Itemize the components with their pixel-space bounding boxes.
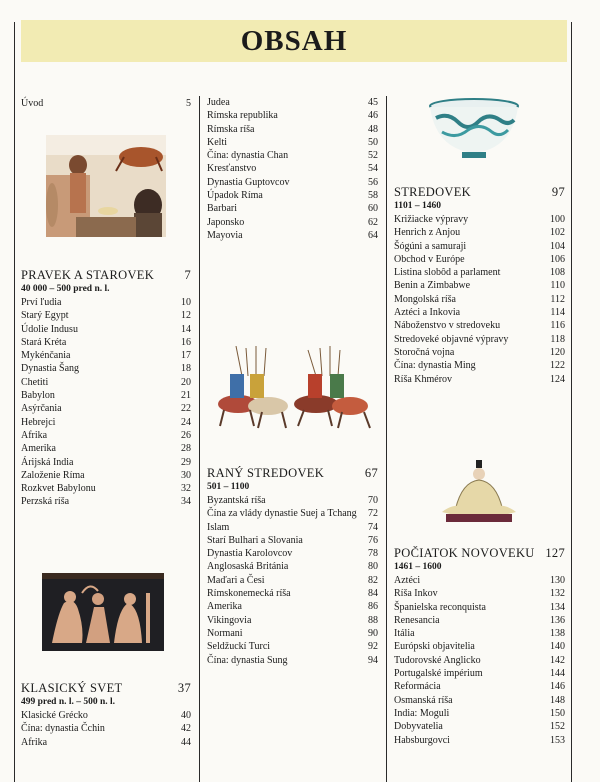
entry-page: 64 <box>368 229 378 241</box>
entry-page: 84 <box>368 588 378 600</box>
toc-entry[interactable] <box>394 279 565 292</box>
entry-label: Portugalské impérium <box>394 668 483 680</box>
entry-page: 110 <box>550 280 565 292</box>
entry-page: 56 <box>368 176 378 188</box>
entry-page: 46 <box>368 110 378 122</box>
entry-page: 100 <box>550 214 565 225</box>
entry-label: Križiacke výpravy <box>394 214 469 225</box>
section-title[interactable] <box>21 681 191 696</box>
entry-label: Chetiti <box>21 376 49 388</box>
entry-page: 34 <box>181 496 191 508</box>
entry-label: Aztéci a Inkovia <box>394 307 461 319</box>
toc-entry[interactable] <box>21 309 191 322</box>
entry-page: 144 <box>550 668 565 680</box>
entry-page: 50 <box>368 136 378 148</box>
toc-entry[interactable] <box>394 213 565 226</box>
entry-page: 136 <box>550 614 565 626</box>
entry-page: 45 <box>368 97 378 108</box>
entry-page: 60 <box>368 203 378 215</box>
toc-entry[interactable] <box>207 149 378 162</box>
section-date-range: 40 000 – 500 pred n. l. <box>21 284 110 294</box>
toc-entry[interactable] <box>394 333 565 346</box>
toc-entry[interactable] <box>394 306 565 319</box>
toc-entry[interactable] <box>394 707 565 720</box>
section-date-range: 1101 – 1460 <box>394 201 441 211</box>
entry-label: Ríša Inkov <box>394 588 438 600</box>
entry-label: Mongolská ríša <box>394 293 456 305</box>
column-rule-2 <box>386 96 387 782</box>
entry-label: Seldžuckí Turci <box>207 641 271 653</box>
section-page: 97 <box>551 185 565 199</box>
toc-entry[interactable] <box>394 266 565 279</box>
toc-entry[interactable] <box>394 627 565 640</box>
entry-label: Normani <box>207 627 243 639</box>
toc-entry[interactable] <box>21 495 191 508</box>
toc-section-classical <box>21 681 191 749</box>
toc-entry[interactable] <box>207 547 378 560</box>
section-title-text: PRAVEK A STAROVEK <box>21 268 155 282</box>
entry-page: 152 <box>550 721 565 733</box>
entry-page: 88 <box>368 614 378 626</box>
entry-page: 24 <box>181 416 191 428</box>
horsemen-battle-image <box>208 346 378 430</box>
toc-section-middle-ages <box>394 185 565 386</box>
toc-entry[interactable] <box>21 296 191 309</box>
entry-page: 130 <box>550 575 565 586</box>
section-page: 67 <box>364 466 378 480</box>
toc-entry[interactable] <box>394 720 565 733</box>
section-title-text: POČIATOK NOVOVEKU <box>394 546 535 560</box>
entry-label: Maďari a Česi <box>207 574 265 586</box>
toc-entry[interactable] <box>207 654 378 667</box>
toc-entry[interactable] <box>394 654 565 667</box>
entry-label: Dobyvatelia <box>394 721 443 733</box>
entry-label: Dynastia Guptovcov <box>207 176 290 188</box>
toc-entry[interactable] <box>21 416 191 429</box>
entry-page: 82 <box>368 574 378 586</box>
entry-label: Henrich z Anjou <box>394 227 461 239</box>
entry-label: Prví ľudia <box>21 297 62 308</box>
toc-entry[interactable] <box>21 469 191 482</box>
entry-page: 116 <box>550 320 565 332</box>
section-title[interactable] <box>394 546 565 561</box>
section-title[interactable] <box>394 185 565 200</box>
toc-entry[interactable] <box>394 574 565 587</box>
entry-page: 42 <box>181 723 191 735</box>
entry-page: 12 <box>181 310 191 322</box>
entry-page: 86 <box>368 601 378 613</box>
entry-page: 40 <box>181 710 191 721</box>
entry-page: 21 <box>181 390 191 402</box>
entry-page: 124 <box>550 373 565 385</box>
entry-page: 153 <box>550 734 565 746</box>
toc-entry[interactable] <box>21 709 191 722</box>
entry-label: Itália <box>394 628 415 640</box>
entry-page: 142 <box>550 654 565 666</box>
toc-entry[interactable] <box>207 109 378 122</box>
toc-entry[interactable] <box>21 349 191 362</box>
entry-page: 76 <box>368 534 378 546</box>
entry-label: Dynastia Karolovcov <box>207 548 293 560</box>
toc-entry[interactable] <box>394 373 565 386</box>
entry-label: Babylon <box>21 390 55 402</box>
entry-label: Rímskonemecká ríša <box>207 588 291 600</box>
toc-entry[interactable] <box>394 253 565 266</box>
entry-page: 108 <box>550 267 565 279</box>
entry-label: Mayovia <box>207 229 243 241</box>
toc-entry[interactable] <box>207 587 378 600</box>
entry-page: 54 <box>368 163 378 175</box>
entry-label: Čína: dynastia Sung <box>207 654 288 666</box>
toc-entry[interactable] <box>207 627 378 640</box>
entry-label: Listina slobôd a parlament <box>394 267 501 279</box>
column-rule-1 <box>199 96 200 782</box>
toc-entry[interactable] <box>207 216 378 229</box>
toc-entry[interactable] <box>207 507 378 520</box>
entry-label: Čína za vlády dynastie Suej a Tchang <box>207 508 357 520</box>
toc-entry[interactable] <box>394 226 565 239</box>
greek-vase-image <box>42 573 164 651</box>
entry-page: 80 <box>368 561 378 573</box>
entry-page: 92 <box>368 641 378 653</box>
entry-label: Japonsko <box>207 216 245 228</box>
title-banner <box>21 20 567 62</box>
toc-entry[interactable] <box>21 736 191 749</box>
entry-label: Obchod v Európe <box>394 253 465 265</box>
toc-entry[interactable] <box>207 521 378 534</box>
entry-page: 146 <box>550 681 565 693</box>
entry-label: Čína: dynastia Chan <box>207 150 289 162</box>
entry-page: 148 <box>550 694 565 706</box>
entry-page: 18 <box>181 363 191 375</box>
toc-entry[interactable] <box>21 376 191 389</box>
entry-page: 74 <box>368 521 378 533</box>
entry-label: Habsburgovci <box>394 734 450 746</box>
chinese-bowl-image <box>426 98 522 160</box>
entry-label: Storočná vojna <box>394 346 455 358</box>
toc-entry[interactable] <box>207 176 378 189</box>
entry-label: Judea <box>207 97 230 108</box>
toc-entry[interactable] <box>21 456 191 469</box>
toc-entry[interactable] <box>394 293 565 306</box>
section-page: 7 <box>184 268 191 282</box>
entry-label: Amerika <box>21 443 56 455</box>
entry-page: 14 <box>181 323 191 335</box>
entry-label: Náboženstvo v stredoveku <box>394 320 501 332</box>
toc-entry[interactable] <box>207 136 378 149</box>
section-date-range: 1461 – 1600 <box>394 562 442 572</box>
entry-page: 118 <box>550 333 565 345</box>
section-page: 127 <box>545 546 565 560</box>
entry-label: India: Moguli <box>394 707 450 719</box>
section-page: 37 <box>177 681 191 695</box>
entry-label: Asýrčania <box>21 403 62 415</box>
entry-page: 94 <box>368 654 378 666</box>
entry-label: Rímska republika <box>207 110 278 122</box>
toc-section-early-middle-ages <box>207 466 378 667</box>
toc-entry[interactable] <box>394 240 565 253</box>
toc-entry[interactable] <box>207 202 378 215</box>
entry-page: 112 <box>550 293 565 305</box>
entry-page: 140 <box>550 641 565 653</box>
entry-label: Čína: dynastia Čchin <box>21 723 105 735</box>
entry-label: Úpadok Ríma <box>207 190 263 202</box>
entry-page: 138 <box>550 628 565 640</box>
entry-page: 30 <box>181 469 191 481</box>
entry-label: Afrika <box>21 429 48 441</box>
toc-entry[interactable] <box>21 336 191 349</box>
entry-label: Ríša Khmérov <box>394 373 453 385</box>
section-date-range: 501 – 1100 <box>207 482 250 492</box>
entry-label: Reformácia <box>394 681 441 693</box>
toc-list-classical-continued <box>207 96 378 242</box>
toc-section-early-modern <box>394 546 565 747</box>
entry-label: Barbari <box>207 203 237 215</box>
toc-entry-intro[interactable] <box>21 97 191 110</box>
toc-entry[interactable] <box>21 362 191 375</box>
toc-entry[interactable] <box>394 667 565 680</box>
entry-label: Klasické Grécko <box>21 710 88 721</box>
entry-label: Čína: dynastia Ming <box>394 360 476 372</box>
entry-label: Starí Bulhari a Slovania <box>207 534 303 546</box>
entry-page: 52 <box>368 150 378 162</box>
entry-label: Árijská India <box>21 456 74 468</box>
entry-page: 72 <box>368 508 378 520</box>
toc-entry[interactable] <box>394 587 565 600</box>
section-title[interactable] <box>207 466 378 481</box>
entry-label: Kresťanstvo <box>207 163 257 175</box>
entry-page: 10 <box>181 297 191 308</box>
entry-label: Perzská ríša <box>21 496 70 508</box>
column-rule-right <box>571 22 572 782</box>
entry-page: 114 <box>550 307 565 319</box>
section-title-text: KLASICKÝ SVET <box>21 681 123 695</box>
toc-entry[interactable] <box>207 189 378 202</box>
toc-entry[interactable] <box>21 402 191 415</box>
toc-entry[interactable] <box>21 323 191 336</box>
entry-page: 106 <box>550 253 565 265</box>
toc-entry[interactable] <box>394 640 565 653</box>
entry-label: Islam <box>207 521 230 533</box>
toc-section-prehistory <box>21 268 191 509</box>
cave-painting-image <box>46 135 166 237</box>
entry-page: 32 <box>181 483 191 495</box>
toc-entry[interactable] <box>394 614 565 627</box>
toc-entry[interactable] <box>207 229 378 242</box>
toc-entry[interactable] <box>207 614 378 627</box>
page-title: OBSAH <box>240 25 348 57</box>
entry-page: 16 <box>181 336 191 348</box>
toc-entry[interactable] <box>207 162 378 175</box>
entry-label: Anglosaská Británia <box>207 561 289 573</box>
toc-entry[interactable] <box>21 722 191 735</box>
toc-entry[interactable] <box>394 694 565 707</box>
entry-page: 132 <box>550 588 565 600</box>
toc-entry[interactable] <box>207 640 378 653</box>
entry-page: 44 <box>181 736 191 748</box>
entry-label: Starý Egypt <box>21 310 69 322</box>
toc-entry[interactable] <box>21 389 191 402</box>
toc-entry[interactable] <box>394 680 565 693</box>
toc-entry[interactable] <box>207 574 378 587</box>
entry-label: Hebrejci <box>21 416 56 428</box>
entry-label: Španielska reconquista <box>394 601 486 613</box>
entry-page: 22 <box>181 403 191 415</box>
entry-page: 90 <box>368 627 378 639</box>
entry-label: Stredoveké objavné výpravy <box>394 333 509 345</box>
toc-entry[interactable] <box>207 560 378 573</box>
entry-label: Dynastia Šang <box>21 363 80 375</box>
entry-label: Kelti <box>207 136 227 148</box>
toc-entry[interactable] <box>394 319 565 332</box>
toc-entry[interactable] <box>207 96 378 109</box>
toc-entry[interactable] <box>207 123 378 136</box>
entry-page: 134 <box>550 601 565 613</box>
entry-label: Údolie Indusu <box>21 323 78 335</box>
entry-label: Rozkvet Babylonu <box>21 483 96 495</box>
entry-label: Osmanská ríša <box>394 694 453 706</box>
toc-entry[interactable] <box>21 442 191 455</box>
toc-entry[interactable] <box>207 494 378 507</box>
entry-label: Mykénčania <box>21 350 71 362</box>
entry-label: Tudorovské Anglicko <box>394 654 481 666</box>
entry-page: 78 <box>368 548 378 560</box>
section-title-text: RANÝ STREDOVEK <box>207 466 325 480</box>
toc-entry[interactable] <box>394 359 565 372</box>
entry-label: Vikingovia <box>207 614 252 626</box>
toc-entry[interactable] <box>207 600 378 613</box>
entry-label: Benin a Zimbabwe <box>394 280 471 292</box>
entry-label: Úvod <box>21 98 44 109</box>
entry-page: 122 <box>550 360 565 372</box>
column-rule-left <box>14 22 15 782</box>
entry-label: Renesancia <box>394 614 440 626</box>
entry-page: 150 <box>550 707 565 719</box>
section-title-text: STREDOVEK <box>394 185 472 199</box>
toc-entry[interactable] <box>394 601 565 614</box>
entry-page: 102 <box>550 227 565 239</box>
entry-label: Aztéci <box>394 575 421 586</box>
entry-label: Amerika <box>207 601 242 613</box>
japanese-figure-image <box>440 460 518 524</box>
entry-page: 62 <box>368 216 378 228</box>
entry-page: 26 <box>181 429 191 441</box>
section-title[interactable] <box>21 268 191 283</box>
toc-entry[interactable] <box>207 534 378 547</box>
entry-label: Afrika <box>21 736 48 748</box>
entry-page: 70 <box>368 495 378 506</box>
entry-page: 28 <box>181 443 191 455</box>
entry-label: Stará Kréta <box>21 336 67 348</box>
entry-page: 48 <box>368 123 378 135</box>
entry-page: 5 <box>186 98 191 109</box>
entry-label: Založenie Ríma <box>21 469 85 481</box>
entry-page: 58 <box>368 190 378 202</box>
entry-page: 17 <box>181 350 191 362</box>
section-date-range: 499 pred n. l. – 500 n. l. <box>21 697 116 707</box>
entry-page: 104 <box>550 240 565 252</box>
entry-label: Šógúni a samuraji <box>394 240 467 252</box>
entry-page: 120 <box>550 346 565 358</box>
entry-label: Byzantská ríša <box>207 495 266 506</box>
entry-page: 29 <box>181 456 191 468</box>
toc-entry[interactable] <box>394 346 565 359</box>
toc-entry[interactable] <box>21 429 191 442</box>
entry-label: Európski objavitelia <box>394 641 475 653</box>
entry-page: 20 <box>181 376 191 388</box>
toc-entry[interactable] <box>394 734 565 747</box>
toc-entry[interactable] <box>21 482 191 495</box>
entry-label: Rímska ríša <box>207 123 255 135</box>
